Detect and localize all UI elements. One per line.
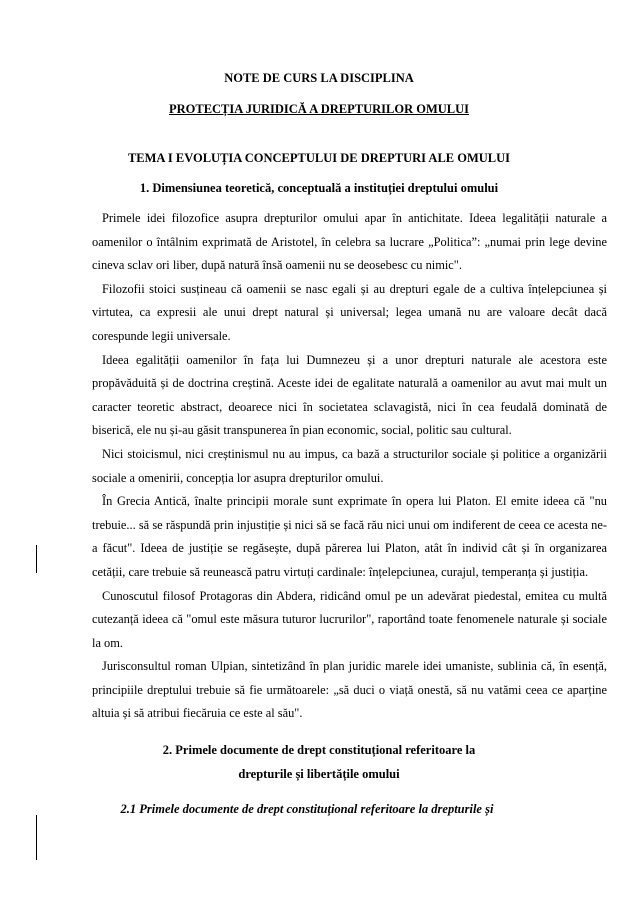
section-2-heading-line-2: drepturile și libertățile omului [238,767,400,781]
paragraph: Filozofii stoici susțineau că oamenii se nasc egali și au drepturi egale de a cultiva înțelepciunea și virtutea, ca expresii ale unui drept natural și universal; legea umană nu are valoare decât dacă corespunde legii universale. [92,281,607,343]
paragraph: Jurisconsultul roman Ulpian, sintetizând în plan juridic marele idei umaniste, sublinia că, în esență, principiile dreptului trebuie să fie următoarele: „să duci o viață onestă, să nu vatămi ceea ce aparține altuia și să atribui fiecăruia ce este al său". [92,659,607,721]
section-2-1-subheading: 2.1 Primele documente de drept constituțional referitoare la drepturile și [120,802,494,816]
theme-title: TEMA I EVOLUȚIA CONCEPTULUI DE DREPTURI ALE OMULUI [127,151,511,165]
course-title: NOTE DE CURS LA DISCIPLINA [224,71,414,85]
section-2-heading-line-1: 2. Primele documente de drept constituțional referitoare la [162,743,476,757]
section-1-heading: 1. Dimensiunea teoretică, conceptuală a instituției dreptului omului [139,181,499,195]
body-text [92,207,607,726]
paragraph: Nici stoicismul, nici creștinismul nu au impus, ca bază a structurilor sociale și politice a organizării sociale a omenirii, concepția lor asupra drepturilor omului. [92,446,607,485]
paragraph: În Grecia Antică, înalte principii morale sunt exprimate în opera lui Platon. El emite ideea că "nu trebuie... să se răspundă prin injustiție și nici să se facă rău nici unui om indiferent de ceea ce acesta ne-a făcut". Ideea de justiție se regăsește, după părerea lui Platon, atât în individ cât și în organizarea cetății, care trebuie să reunească patru virtuți cardinale: înțelepciunea, curajul, temperanța și justiția. [92,494,607,579]
paragraph: Ideea egalității oamenilor în fața lui Dumnezeu și a unor drepturi naturale ale acestora este propăvăduită și de doctrina creștină. Aceste idei de egalitate naturală a oamenilor au avut mai mult un caracter teoretic abstract, deoarece nici în societatea sclavagistă, nici în cea feudală dominată de biserică, ele nu și-au găsit transpunerea în pian economic, social, politic sau cultural. [92,352,607,438]
subject-title: PROTECȚIA JURIDICĂ A DREPTURILOR OMULUI [168,102,470,116]
margin-mark [36,815,37,860]
paragraph: Cunoscutul filosof Protagoras din Abdera, ridicând omul pe un adevărat piedestal, emitea cu multă cutezanță ideea că "omul este măsura tuturor lucrurilor", raportând toate fenomenele naturale și sociale la om. [92,588,607,650]
paragraph: Primele idei filozofice asupra drepturilor omului apar în antichitate. Ideea legalității naturale a oamenilor o întâlnim exprimată de Aristotel, în celebra sa lucrare „Politica”: „numai prin lege devine cineva sclav ori liber, după natură însă oamenii nu se deosebesc cu nimic". [92,211,607,273]
margin-mark [36,545,37,573]
